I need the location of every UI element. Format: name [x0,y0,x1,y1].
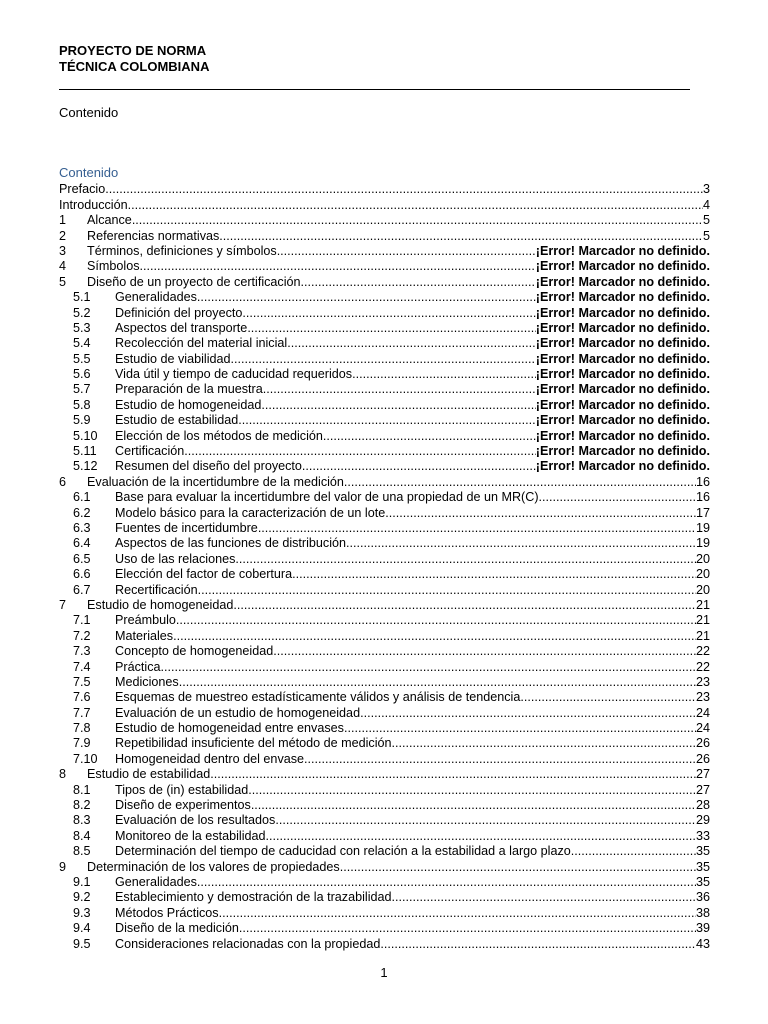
toc-entry-number: 6.7 [73,582,91,597]
toc-entry-title: Diseño de la medición [115,921,239,936]
toc-entry-title: Base para evaluar la incertidumbre del valor de una propiedad de un MR(C) [115,490,539,505]
toc-entry-page: 20 [695,567,710,582]
toc-entry-number: 5.6 [73,367,91,382]
toc-entry-page: 3 [702,182,710,197]
toc-dot-leader [287,336,536,351]
toc-entry-page: 17 [695,505,710,520]
toc-entry-number: 7.5 [73,674,91,689]
toc-entry[interactable] [59,213,710,228]
toc-entry-title: Modelo básico para la caracterización de un lote [115,505,386,520]
toc-entry-title: Referencias normativas [87,228,220,243]
toc-dot-leader [233,598,696,613]
toc-entry[interactable] [59,244,710,259]
toc-dot-leader [277,244,536,259]
toc-entry-title: Evaluación de los resultados [115,813,276,828]
toc-dot-leader [340,860,696,875]
toc-dot-leader [128,198,703,213]
toc-entry-title: Preámbulo [115,613,176,628]
toc-dot-leader [380,937,696,952]
toc-dot-leader [235,552,696,567]
toc-entry-page: 43 [695,936,710,951]
toc-entry-page: 27 [695,767,710,782]
toc-entry[interactable] [59,505,710,520]
toc-entry-page: 38 [695,905,710,920]
toc-entry-title: Alcance [87,213,132,228]
toc-dot-leader [251,798,696,813]
toc-entry-page: 21 [695,628,710,643]
toc-entry[interactable] [59,582,710,597]
toc-entry-title: Evaluación de un estudio de homogeneidad [115,705,361,720]
toc-entry-title: Práctica [115,659,161,674]
toc-dot-leader [360,706,696,721]
toc-entry-title: Generalidades [115,874,197,889]
toc-entry-title: Consideraciones relacionadas con la propiedad [115,936,381,951]
toc-entry-page: ¡Error! Marcador no definido. [535,444,710,459]
toc-dot-leader [301,275,536,290]
toc-dot-leader [304,752,696,767]
toc-entry-title: Determinación de los valores de propiedades [87,859,340,874]
toc-entry-number: 4 [59,259,67,274]
toc-dot-leader [273,644,696,659]
toc-entry[interactable] [59,875,710,890]
toc-entry-page: 5 [702,213,710,228]
toc-entry-title: Evaluación de la incertidumbre de la medición [87,474,344,489]
toc-entry-page: ¡Error! Marcador no definido. [535,274,710,289]
toc-entry-title: Materiales [115,628,174,643]
toc-entry-page: ¡Error! Marcador no definido. [535,290,710,305]
toc-dot-leader [219,229,703,244]
toc-entry[interactable] [59,382,710,397]
toc-entry-number: 6.5 [73,551,91,566]
toc-entry-title: Vida útil y tiempo de caducidad requeridos [115,367,353,382]
toc-entry-page: 22 [695,644,710,659]
toc-dot-leader [239,921,696,936]
toc-entry-number: 7.9 [73,736,91,751]
toc-dot-leader [263,382,536,397]
toc-dot-leader [161,660,696,675]
toc-dot-leader [346,536,696,551]
toc-entry-number: 8 [59,767,67,782]
toc-entry-number: 6.3 [73,520,91,535]
toc-entry[interactable] [59,690,710,705]
toc-entry-number: 9.4 [73,921,91,936]
toc-dot-leader [219,906,696,921]
toc-dot-leader [231,352,536,367]
toc-dot-leader [258,521,696,536]
toc-entry-title: Monitoreo de la estabilidad [115,828,266,843]
toc-entry[interactable] [59,859,710,874]
toc-entry-page: 22 [695,659,710,674]
toc-entry-page: 35 [695,859,710,874]
toc-entry[interactable] [59,351,710,366]
toc-entry[interactable] [59,474,710,489]
toc-dot-leader [132,213,703,228]
toc-entry-page: 20 [695,582,710,597]
toc-entry-page: ¡Error! Marcador no definido. [535,320,710,335]
toc-entry[interactable] [59,767,710,782]
toc-entry-number: 5.2 [73,305,91,320]
toc-entry[interactable] [59,290,710,305]
toc-entry-page: 36 [695,890,710,905]
page-number: 1 [380,965,388,980]
toc-entry[interactable] [59,397,710,412]
toc-dot-leader [539,490,696,505]
toc-entry-title: Concepto de homogeneidad [115,644,274,659]
toc-entry-title: Estudio de homogeneidad [87,597,234,612]
toc-dot-leader [210,767,696,782]
toc-entry-page: 16 [695,474,710,489]
toc-entry[interactable] [59,567,710,582]
toc-entry-title: Términos, definiciones y símbolos [87,243,277,258]
toc-dot-leader [197,290,536,305]
toc-entry[interactable] [59,598,710,613]
toc-entry[interactable] [59,197,710,212]
toc-entry[interactable] [59,675,710,690]
toc-dot-leader [197,875,696,890]
toc-entry-number: 5.5 [73,351,91,366]
toc-entry[interactable] [59,644,710,659]
toc-entry-number: 9.5 [73,936,91,951]
toc-entry[interactable] [59,659,710,674]
toc-entry[interactable] [59,905,710,920]
toc-entry-page: ¡Error! Marcador no definido. [535,351,710,366]
toc-entry[interactable] [59,367,710,382]
toc-entry-title: Símbolos [87,259,140,274]
toc-entry[interactable] [59,536,710,551]
toc-entry-title: Estudio de estabilidad [87,767,211,782]
toc-entry-title: Determinación del tiempo de caducidad con relación a la estabilidad a largo plazo [115,844,571,859]
header-line-1: PROYECTO DE NORMA [59,43,207,58]
toc-entry-title: Elección de los métodos de medición [115,428,323,443]
toc-entry[interactable] [59,428,710,443]
toc-dot-leader [292,567,696,582]
toc-entry-number: 2 [59,228,67,243]
toc-entry-page: 19 [695,536,710,551]
toc-entry-number: 7.10 [73,751,98,766]
toc-entry-number: 7.6 [73,690,91,705]
contents-label: Contenido [59,105,119,120]
toc-entry-title: Estudio de viabilidad [115,351,231,366]
toc-entry[interactable] [59,305,710,320]
toc-entry-title: Aspectos del transporte [115,320,248,335]
toc-entry[interactable] [59,890,710,905]
toc-entry-title: Estudio de homogeneidad entre envases [115,721,344,736]
toc-entry[interactable] [59,490,710,505]
toc-entry-number: 8.4 [73,828,91,843]
toc-entry-title: Preparación de la muestra [115,382,263,397]
toc-entry-number: 7.3 [73,644,91,659]
toc-entry-page: ¡Error! Marcador no definido. [535,382,710,397]
toc-entry[interactable] [59,782,710,797]
toc-entry-page: ¡Error! Marcador no definido. [535,397,710,412]
toc-entry[interactable] [59,721,710,736]
toc-entry-number: 3 [59,243,67,258]
toc-entry-number: 6.6 [73,567,91,582]
toc-entry-number: 7.4 [73,659,91,674]
toc-entry-page: 39 [695,921,710,936]
toc-dot-leader [179,675,696,690]
toc-entry-number: 8.1 [73,782,91,797]
toc-entry-title: Homogeneidad dentro del envase [115,751,305,766]
toc-dot-leader [176,613,696,628]
toc-entry-number: 5.10 [73,428,98,443]
toc-entry[interactable] [59,798,710,813]
toc-entry-number: 7.7 [73,705,91,720]
toc-heading: Contenido [59,165,119,180]
toc-entry-page: 35 [695,844,710,859]
toc-dot-leader [323,429,536,444]
toc-entry-number: 6.4 [73,536,91,551]
toc-entry-number: 7.8 [73,721,91,736]
toc-entry-page: 4 [702,197,710,212]
toc-entry-title: Definición del proyecto [115,305,243,320]
toc-entry-title: Aspectos de las funciones de distribución [115,536,347,551]
toc-dot-leader [302,459,536,474]
toc-entry[interactable] [59,921,710,936]
toc-dot-leader [266,829,696,844]
toc-entry-title: Métodos Prácticos [115,905,219,920]
toc-entry[interactable] [59,182,710,197]
toc-entry-number: 6.1 [73,490,91,505]
header-line-2: TÉCNICA COLOMBIANA [59,59,210,74]
toc-entry-number: 5.8 [73,397,91,412]
toc-dot-leader [184,444,535,459]
toc-entry-page: ¡Error! Marcador no definido. [535,459,710,474]
toc-dot-leader [344,475,696,490]
header-divider [59,89,690,90]
toc-entry-title: Repetibilidad insuficiente del método de medición [115,736,392,751]
toc-entry-number: 5.4 [73,336,91,351]
toc-entry[interactable] [59,628,710,643]
toc-entry-number: 5.7 [73,382,91,397]
toc-entry-number: 8.2 [73,798,91,813]
toc-dot-leader [344,721,696,736]
toc-entry-page: 26 [695,736,710,751]
toc-entry-number: 5.9 [73,413,91,428]
toc-dot-leader [392,890,696,905]
toc-entry-number: 6.2 [73,505,91,520]
toc-entry[interactable] [59,551,710,566]
toc-entry-title: Esquemas de muestreo estadísticamente válidos y análisis de tendencia [115,690,521,705]
toc-entry[interactable] [59,459,710,474]
toc-entry-page: 5 [702,228,710,243]
document-header [59,43,209,75]
toc-dot-leader [571,844,696,859]
toc-entry-page: 23 [695,690,710,705]
toc-entry-number: 8.5 [73,844,91,859]
toc-entry-page: 19 [695,520,710,535]
toc-entry[interactable] [59,336,710,351]
toc-entry-number: 9.1 [73,874,91,889]
toc-entry-number: 9.3 [73,905,91,920]
toc-entry-number: 5.11 [73,444,97,459]
toc-entry-page: ¡Error! Marcador no definido. [535,413,710,428]
toc-entry-page: 24 [695,721,710,736]
toc-entry-page: ¡Error! Marcador no definido. [535,336,710,351]
toc-entry-title: Generalidades [115,290,197,305]
toc-entry-number: 7 [59,597,67,612]
toc-entry-title: Uso de las relaciones [115,551,236,566]
table-of-contents [59,182,710,952]
toc-entry-number: 9 [59,859,67,874]
toc-dot-leader [520,690,696,705]
toc-entry[interactable] [59,444,710,459]
toc-entry-title: Prefacio [59,182,106,197]
toc-entry-number: 9.2 [73,890,91,905]
toc-entry-page: ¡Error! Marcador no definido. [535,367,710,382]
toc-dot-leader [242,306,535,321]
toc-entry-number: 5.1 [73,290,91,305]
toc-entry-title: Estudio de homogeneidad [115,397,262,412]
toc-entry[interactable] [59,828,710,843]
toc-entry[interactable] [59,521,710,536]
toc-entry[interactable] [59,413,710,428]
toc-entry-number: 5.12 [73,459,98,474]
toc-dot-leader [198,583,696,598]
toc-entry[interactable] [59,751,710,766]
toc-entry-title: Certificación [115,444,185,459]
toc-entry-title: Tipos de (in) estabilidad [115,782,249,797]
toc-entry-title: Diseño de un proyecto de certificación [87,274,301,289]
toc-entry-page: ¡Error! Marcador no definido. [535,305,710,320]
toc-entry[interactable] [59,813,710,828]
toc-dot-leader [173,629,696,644]
toc-entry-page: 33 [695,828,710,843]
toc-entry-page: 26 [695,751,710,766]
toc-entry-number: 5 [59,274,67,289]
toc-entry-page: 23 [695,674,710,689]
toc-dot-leader [140,259,536,274]
toc-entry-number: 1 [59,213,67,228]
toc-entry-number: 5.3 [73,320,91,335]
toc-entry[interactable] [59,228,710,243]
toc-entry-title: Diseño de experimentos [115,798,251,813]
toc-entry-title: Recertificación [115,582,198,597]
toc-entry-page: 29 [695,813,710,828]
toc-entry[interactable] [59,321,710,336]
toc-entry-number: 7.1 [73,613,91,628]
toc-entry-title: Resumen del diseño del proyecto [115,459,302,474]
toc-dot-leader [352,367,536,382]
toc-dot-leader [248,783,696,798]
toc-entry-number: 6 [59,474,67,489]
toc-entry[interactable] [59,705,710,720]
toc-entry-page: 21 [695,613,710,628]
toc-entry-title: Establecimiento y demostración de la trazabilidad [115,890,392,905]
toc-entry[interactable] [59,736,710,751]
toc-entry[interactable] [59,274,710,289]
toc-dot-leader [385,506,696,521]
toc-entry[interactable] [59,613,710,628]
toc-entry[interactable] [59,936,710,951]
toc-dot-leader [247,321,535,336]
toc-entry-page: 27 [695,782,710,797]
toc-entry[interactable] [59,844,710,859]
toc-entry-page: 16 [695,490,710,505]
toc-entry-page: 35 [695,874,710,889]
toc-dot-leader [275,813,696,828]
toc-entry-page: ¡Error! Marcador no definido. [535,428,710,443]
toc-entry-page: 24 [695,705,710,720]
toc-entry-number: 8.3 [73,813,91,828]
toc-entry-page: ¡Error! Marcador no definido. [535,259,710,274]
toc-entry-page: 21 [695,597,710,612]
toc-entry-title: Elección del factor de cobertura [115,567,293,582]
toc-entry-page: ¡Error! Marcador no definido. [535,243,710,258]
toc-dot-leader [105,182,703,197]
toc-entry-title: Mediciones [115,674,179,689]
toc-dot-leader [261,398,535,413]
toc-dot-leader [392,736,696,751]
toc-entry-number: 7.2 [73,628,91,643]
toc-entry[interactable] [59,259,710,274]
toc-entry-page: 28 [695,798,710,813]
toc-entry-title: Estudio de estabilidad [115,413,239,428]
toc-entry-page: 20 [695,551,710,566]
toc-dot-leader [238,413,536,428]
toc-entry-title: Fuentes de incertidumbre [115,520,258,535]
toc-entry-title: Recolección del material inicial [115,336,288,351]
toc-entry-title: Introducción [59,197,128,212]
